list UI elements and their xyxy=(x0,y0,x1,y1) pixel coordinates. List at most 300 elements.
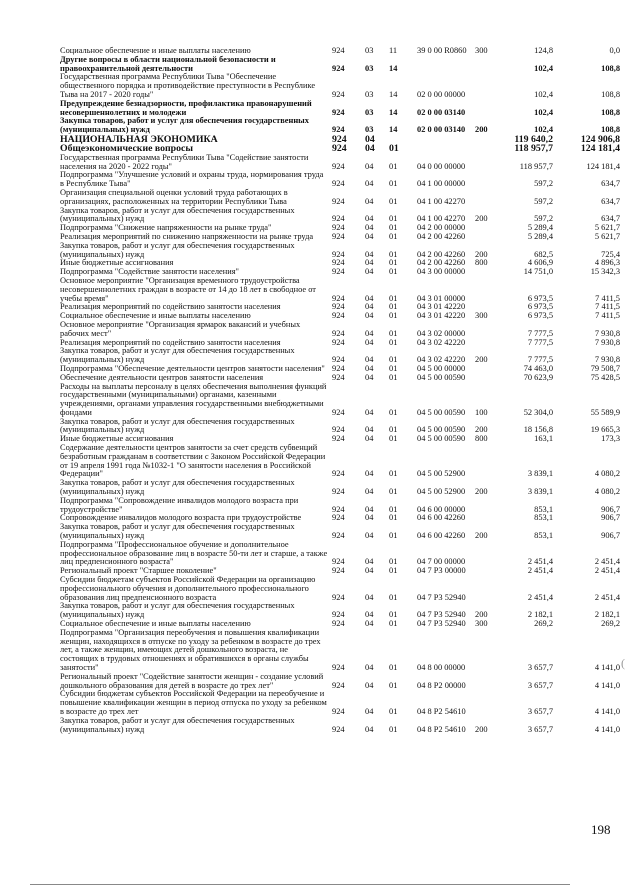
table-row xyxy=(60,418,620,436)
budget-table xyxy=(60,47,620,734)
cell-amount-2: 124 906,8 xyxy=(580,133,620,145)
cell-amount-2: 906,7 xyxy=(601,513,620,523)
cell-amount-1: 3 657,7 xyxy=(527,663,553,672)
cell-grbs: 924 xyxy=(332,513,345,523)
cell-razdel: 04 xyxy=(365,487,374,497)
table-row xyxy=(60,383,620,418)
cell-grbs: 924 xyxy=(332,425,345,435)
cell-cs: 04 2 00 42260 xyxy=(417,231,466,241)
row-name: Закупка товаров, работ и услуг для обеспечения государственных (муниципальных) нужд xyxy=(60,715,295,734)
cell-amount-2: 173,3 xyxy=(601,434,620,444)
table-row xyxy=(60,444,620,479)
cell-amount-1: 7 777,5 xyxy=(527,328,553,338)
cell-amount-2: 108,8 xyxy=(601,63,620,73)
table-row xyxy=(60,717,620,735)
cell-grbs: 924 xyxy=(332,214,345,224)
cell-amount-2: 79 508,7 xyxy=(590,363,620,373)
row-name: Закупка товаров, работ и услуг для обеспечения государственных (муниципальных) нужд xyxy=(60,416,295,435)
cell-podrazdel: 01 xyxy=(389,434,398,444)
row-name: Подпрограмма "Организация переобучения и повышения квалификации женщин, находящихся в отпуске по уходу за ребенком в возрасте до трех лет, а также женщин, имеющих детей дошкольного возраста, не состоящих в трудовых отношениях и обратившихся в органы службы занятости" xyxy=(60,627,321,672)
cell-podrazdel: 01 xyxy=(389,258,398,268)
row-name: Реализация мероприятий по содействию занятости населения xyxy=(60,337,281,347)
cell-cs: 04 3 01 00000 xyxy=(417,293,466,303)
cell-cs: 04 3 01 42220 xyxy=(417,311,466,321)
cell-podrazdel: 01 xyxy=(389,407,398,417)
cell-podrazdel: 14 xyxy=(389,107,398,117)
cell-amount-2: 4 141,0 xyxy=(594,724,620,734)
cell-amount-1: 102,4 xyxy=(534,63,553,73)
cell-razdel: 04 xyxy=(365,258,374,268)
cell-cs: 02 0 00 00000 xyxy=(417,89,466,99)
cell-podrazdel: 14 xyxy=(389,125,398,135)
table-row xyxy=(60,100,620,118)
cell-podrazdel: 01 xyxy=(389,143,399,155)
cell-podrazdel: 01 xyxy=(389,531,398,541)
cell-amount-2: 725,4 xyxy=(601,249,620,259)
cell-grbs: 924 xyxy=(332,434,345,444)
cell-cs: 04 1 00 00000 xyxy=(417,179,466,189)
cell-razdel: 04 xyxy=(365,161,374,171)
cell-grbs: 924 xyxy=(332,293,345,303)
cell-amount-2: 634,7 xyxy=(601,214,620,224)
cell-podrazdel: 01 xyxy=(389,355,398,365)
cell-vr: 300 xyxy=(475,311,488,321)
footer-rule xyxy=(30,884,570,885)
cell-amount-2: 15 342,3 xyxy=(590,267,620,277)
cell-podrazdel: 01 xyxy=(389,372,398,382)
cell-grbs: 924 xyxy=(332,231,345,241)
cell-razdel: 04 xyxy=(365,531,374,541)
table-row xyxy=(60,497,620,515)
cell-amount-1: 124,8 xyxy=(534,46,553,55)
cell-razdel: 04 xyxy=(365,214,374,224)
cell-amount-1: 119 640,2 xyxy=(514,133,553,145)
table-row xyxy=(60,629,620,673)
cell-amount-2: 7 930,8 xyxy=(594,337,620,347)
cell-razdel: 04 xyxy=(365,663,374,672)
row-name: Подпрограмма "Профессиональное обучение и дополнительное профессиональное образование лиц в возрасте 50-ти лет и старше, а также лиц предпенсионного возраста" xyxy=(60,539,328,567)
cell-amount-2: 5 621,7 xyxy=(594,231,620,241)
cell-razdel: 04 xyxy=(365,557,374,567)
row-name: Обеспечение деятельности центров занятости населения xyxy=(60,372,264,382)
cell-cs: 04 6 00 42260 xyxy=(417,531,466,541)
cell-podrazdel: 01 xyxy=(389,249,398,259)
cell-razdel: 04 xyxy=(365,328,374,338)
cell-grbs: 924 xyxy=(332,619,345,629)
cell-vr: 200 xyxy=(475,125,488,135)
cell-cs: 04 0 00 00000 xyxy=(417,161,466,171)
row-name: Подпрограмма "Улучшение условий и охраны труда, нормирования труда в Республике Тыва" xyxy=(60,170,324,189)
cell-razdel: 04 xyxy=(365,619,374,629)
cell-amount-2: 634,7 xyxy=(601,179,620,189)
cell-cs: 04 1 00 42270 xyxy=(417,196,466,206)
cell-grbs: 924 xyxy=(332,592,345,602)
row-name: Региональный проект "Старшее поколение" xyxy=(60,566,217,576)
cell-vr: 200 xyxy=(475,724,488,734)
cell-amount-2: 2 451,4 xyxy=(594,566,620,576)
cell-amount-1: 3 657,7 xyxy=(527,706,553,716)
table-row xyxy=(60,189,620,207)
cell-grbs: 924 xyxy=(332,372,345,382)
cell-grbs: 924 xyxy=(332,680,345,690)
cell-razdel: 03 xyxy=(365,46,374,55)
row-name: Основное мероприятие "Организация ярмарок вакансий и учебных рабочих мест" xyxy=(60,319,301,338)
table-row xyxy=(60,154,620,172)
cell-amount-1: 14 751,0 xyxy=(523,267,553,277)
row-name: Закупка товаров, работ и услуг для обеспечения государственных (муниципальных) нужд xyxy=(60,522,295,541)
cell-cs: 04 8 00 00000 xyxy=(417,663,466,672)
cell-amount-2: 55 589,9 xyxy=(590,407,620,417)
cell-podrazdel: 01 xyxy=(389,311,398,321)
cell-razdel: 04 xyxy=(365,407,374,417)
cell-razdel: 04 xyxy=(365,504,374,514)
cell-vr: 200 xyxy=(475,355,488,365)
cell-cs: 04 5 00 52900 xyxy=(417,487,466,497)
cell-razdel: 04 xyxy=(365,223,374,233)
cell-razdel: 04 xyxy=(365,133,375,145)
cell-grbs: 924 xyxy=(332,267,345,277)
cell-grbs: 924 xyxy=(332,328,345,338)
cell-amount-1: 3 839,1 xyxy=(527,487,553,497)
cell-razdel: 04 xyxy=(365,337,374,347)
cell-grbs: 924 xyxy=(332,161,345,171)
cell-amount-2: 108,8 xyxy=(601,89,620,99)
row-name: Государственная программа Республики Тыва "Обеспечение общественного порядка и противодействие преступности в Республике Тыва на 2017 - 2020 годы" xyxy=(60,72,316,99)
cell-grbs: 924 xyxy=(332,504,345,514)
cell-amount-1: 853,1 xyxy=(534,531,553,541)
cell-amount-2: 7 930,8 xyxy=(594,328,620,338)
row-name: Подпрограмма "Обеспечение деятельности центров занятости населения" xyxy=(60,363,325,373)
cell-amount-1: 2 182,1 xyxy=(527,610,553,620)
cell-amount-2: 269,2 xyxy=(601,619,620,629)
cell-amount-1: 7 777,5 xyxy=(527,355,553,365)
row-name: Субсидии бюджетам субъектов Российской Федерации на переобучение и повышение квалификации женщин в период отпуска по уходу за ребенком в возрасте до трех лет xyxy=(60,689,327,716)
cell-podrazdel: 01 xyxy=(389,196,398,206)
cell-grbs: 924 xyxy=(332,223,345,233)
row-name: Государственная программа Республики Тыва "Содействие занятости населения на 2020 - 2022 годы" xyxy=(60,152,309,171)
cell-amount-1: 853,1 xyxy=(534,513,553,523)
cell-amount-2: 4 141,0 xyxy=(594,663,620,672)
cell-podrazdel: 01 xyxy=(389,223,398,233)
cell-vr: 200 xyxy=(475,214,488,224)
cell-amount-2: 7 411,5 xyxy=(595,311,620,321)
cell-razdel: 04 xyxy=(365,610,374,620)
cell-amount-2: 124 181,4 xyxy=(586,161,620,171)
cell-grbs: 924 xyxy=(332,706,345,716)
cell-amount-1: 597,2 xyxy=(534,196,553,206)
cell-amount-2: 7 411,5 xyxy=(595,302,620,312)
cell-cs: 04 3 02 42220 xyxy=(417,337,466,347)
row-name: Расходы на выплаты персоналу в целях обеспечения выполнения функций государственными (муниципальными) органами, казенными учреждениями, органами управления государственными внебюджетными фондами xyxy=(60,381,327,417)
cell-grbs: 924 xyxy=(332,46,345,55)
cell-razdel: 03 xyxy=(365,89,374,99)
cell-grbs: 924 xyxy=(332,179,345,189)
cell-grbs: 924 xyxy=(332,249,345,259)
table-row xyxy=(60,242,620,260)
cell-podrazdel: 01 xyxy=(389,363,398,373)
cell-cs: 04 3 02 00000 xyxy=(417,328,466,338)
cell-podrazdel: 01 xyxy=(389,557,398,567)
row-name: Иные бюджетные ассигнования xyxy=(60,434,174,444)
cell-amount-1: 597,2 xyxy=(534,214,553,224)
cell-amount-2: 108,8 xyxy=(601,125,620,135)
row-name: Подпрограмма "Снижение напряженности на рынке труда" xyxy=(60,223,272,233)
cell-grbs: 924 xyxy=(332,531,345,541)
cell-grbs: 924 xyxy=(332,302,345,312)
cell-amount-1: 6 973,5 xyxy=(527,302,553,312)
cell-grbs: 924 xyxy=(332,311,345,321)
cell-amount-1: 597,2 xyxy=(534,179,553,189)
cell-grbs: 924 xyxy=(332,724,345,734)
cell-amount-2: 4 080,2 xyxy=(594,487,620,497)
cell-amount-2: 124 181,4 xyxy=(580,143,620,155)
cell-podrazdel: 01 xyxy=(389,469,398,479)
cell-cs: 04 2 00 42260 xyxy=(417,258,466,268)
cell-razdel: 04 xyxy=(365,196,374,206)
cell-amount-2: 2 451,4 xyxy=(594,557,620,567)
cell-grbs: 924 xyxy=(332,663,345,672)
row-name: Содержание деятельности центров занятости за счет средств субвенций безработным гражданам в соответствии с Законом Российской Федерации от 19 апреля 1991 года №1032-1 "О занятости населения в Российской Федерации" xyxy=(60,443,326,479)
cell-vr: 300 xyxy=(475,619,488,629)
cell-amount-2: 906,7 xyxy=(601,531,620,541)
cell-amount-1: 3 839,1 xyxy=(527,469,553,479)
cell-razdel: 04 xyxy=(365,363,374,373)
cell-grbs: 924 xyxy=(332,133,347,145)
cell-grbs: 924 xyxy=(332,566,345,576)
row-name: Социальное обеспечение и иные выплаты населению xyxy=(60,311,251,321)
cell-amount-1: 6 973,5 xyxy=(527,293,553,303)
cell-podrazdel: 01 xyxy=(389,267,398,277)
cell-razdel: 04 xyxy=(365,293,374,303)
cell-cs: 04 5 00 00590 xyxy=(417,407,466,417)
cell-razdel: 04 xyxy=(365,706,374,716)
cell-amount-2: 75 428,5 xyxy=(590,372,620,382)
row-name: Закупка товаров, работ и услуг для обеспечения государственных (муниципальных) нужд xyxy=(60,240,295,259)
cell-amount-1: 2 451,4 xyxy=(527,557,553,567)
cell-razdel: 04 xyxy=(365,267,374,277)
cell-amount-2: 4 896,3 xyxy=(594,258,620,268)
cell-razdel: 04 xyxy=(365,249,374,259)
cell-vr: 200 xyxy=(475,531,488,541)
row-name: Предупреждение безнадзорности, профилактика правонарушений несовершеннолетних и молодежи xyxy=(60,98,312,117)
cell-razdel: 03 xyxy=(365,107,374,117)
cell-podrazdel: 01 xyxy=(389,610,398,620)
table-row xyxy=(60,73,620,99)
cell-vr: 200 xyxy=(475,425,488,435)
row-name: Закупка товаров, работ и услуг для обеспечения государственных (муниципальных) нужд xyxy=(60,346,295,365)
cell-grbs: 924 xyxy=(332,337,345,347)
cell-podrazdel: 01 xyxy=(389,566,398,576)
row-name: Субсидии бюджетам субъектов Российской Федерации на организацию профессионального обучения и дополнительного профессионального образования лиц предпенсионного возраста xyxy=(60,575,316,602)
cell-podrazdel: 01 xyxy=(389,663,398,672)
table-row xyxy=(60,541,620,567)
cell-amount-1: 102,4 xyxy=(534,125,553,135)
cell-razdel: 03 xyxy=(365,63,374,73)
cell-grbs: 924 xyxy=(332,487,345,497)
cell-amount-1: 52 304,0 xyxy=(523,407,553,417)
cell-grbs: 924 xyxy=(332,63,345,73)
cell-cs: 04 6 00 00000 xyxy=(417,504,466,514)
cell-amount-1: 6 973,5 xyxy=(527,311,553,321)
cell-amount-1: 682,5 xyxy=(534,249,553,259)
cell-cs: 04 5 00 52900 xyxy=(417,469,466,479)
table-row xyxy=(60,479,620,497)
cell-podrazdel: 01 xyxy=(389,161,398,171)
row-name: Социальное обеспечение и иные выплаты населению xyxy=(60,619,251,629)
cell-razdel: 04 xyxy=(365,566,374,576)
cell-razdel: 04 xyxy=(365,425,374,435)
cell-podrazdel: 01 xyxy=(389,487,398,497)
cell-amount-1: 5 289,4 xyxy=(527,223,553,233)
row-name: НАЦИОНАЛЬНАЯ ЭКОНОМИКА xyxy=(60,133,218,145)
cell-cs: 04 3 02 42220 xyxy=(417,355,466,365)
table-row xyxy=(60,690,620,716)
cell-cs: 04 7 00 00000 xyxy=(417,557,466,567)
cell-grbs: 924 xyxy=(332,355,345,365)
table-row xyxy=(60,171,620,189)
row-name: Региональный проект "Содействие занятости женщин - создание условий дошкольного образования для детей в возрасте до трех лет" xyxy=(60,671,324,690)
row-name: Общеэкономические вопросы xyxy=(60,143,193,155)
cell-podrazdel: 01 xyxy=(389,425,398,435)
table-row xyxy=(60,277,620,303)
cell-amount-1: 163,1 xyxy=(534,434,553,444)
cell-cs: 04 2 00 00000 xyxy=(417,223,466,233)
row-name: Закупка товаров, работ и услуг для обеспечения государственных (муниципальных) нужд xyxy=(60,116,309,135)
cell-grbs: 924 xyxy=(332,363,345,373)
cell-cs: 02 0 00 03140 xyxy=(417,107,466,117)
cell-cs: 04 8 P2 00000 xyxy=(417,680,466,690)
cell-cs: 02 0 00 03140 xyxy=(417,125,466,135)
cell-razdel: 04 xyxy=(365,355,374,365)
cell-amount-2: 2 451,4 xyxy=(594,592,620,602)
cell-razdel: 04 xyxy=(365,311,374,321)
row-name: Организация специальной оценки условий труда работающих в организациях, расположенных на территории Республики Тыва xyxy=(60,187,288,206)
row-name: Основное мероприятие "Организация временного трудоустройства несовершеннолетних граждан в возрасте от 14 до 18 лет в свободное от учебы время" xyxy=(60,275,316,303)
cell-amount-2: 4 141,0 xyxy=(594,706,620,716)
cell-grbs: 924 xyxy=(332,610,345,620)
margin-mark: ( xyxy=(621,656,625,670)
cell-razdel: 04 xyxy=(365,143,375,155)
cell-amount-1: 3 657,7 xyxy=(527,724,553,734)
cell-amount-1: 7 777,5 xyxy=(527,337,553,347)
cell-grbs: 924 xyxy=(332,107,345,117)
cell-cs: 04 8 P2 54610 xyxy=(417,706,466,716)
cell-cs: 39 0 00 R0860 xyxy=(417,46,467,55)
cell-amount-1: 3 657,7 xyxy=(527,680,553,690)
cell-razdel: 04 xyxy=(365,724,374,734)
cell-amount-2: 7 411,5 xyxy=(595,293,620,303)
cell-podrazdel: 01 xyxy=(389,680,398,690)
row-name: Закупка товаров, работ и услуг для обеспечения государственных (муниципальных) нужд xyxy=(60,205,295,224)
cell-amount-1: 269,2 xyxy=(534,619,553,629)
cell-amount-1: 2 451,4 xyxy=(527,592,553,602)
cell-razdel: 04 xyxy=(365,179,374,189)
cell-amount-1: 118 957,7 xyxy=(519,161,553,171)
cell-amount-2: 4 080,2 xyxy=(594,469,620,479)
cell-podrazdel: 14 xyxy=(389,63,398,73)
cell-podrazdel: 01 xyxy=(389,179,398,189)
cell-amount-2: 2 182,1 xyxy=(594,610,620,620)
cell-vr: 800 xyxy=(475,258,488,268)
cell-grbs: 924 xyxy=(332,143,347,155)
cell-amount-1: 74 463,0 xyxy=(523,363,553,373)
cell-amount-1: 18 156,8 xyxy=(523,425,553,435)
cell-podrazdel: 14 xyxy=(389,89,398,99)
row-name: Другие вопросы в области национальной безопасности и правоохранительной деятельности xyxy=(60,54,276,73)
cell-amount-2: 906,7 xyxy=(601,504,620,514)
page-number: 198 xyxy=(591,822,611,837)
cell-razdel: 04 xyxy=(365,680,374,690)
cell-grbs: 924 xyxy=(332,89,345,99)
cell-amount-1: 102,4 xyxy=(534,107,553,117)
cell-razdel: 04 xyxy=(365,592,374,602)
cell-podrazdel: 01 xyxy=(389,328,398,338)
cell-podrazdel: 01 xyxy=(389,302,398,312)
cell-vr: 300 xyxy=(475,46,488,55)
cell-grbs: 924 xyxy=(332,258,345,268)
cell-podrazdel: 01 xyxy=(389,337,398,347)
cell-podrazdel: 01 xyxy=(389,293,398,303)
cell-razdel: 03 xyxy=(365,125,374,135)
cell-cs: 04 5 00 00590 xyxy=(417,434,466,444)
cell-vr: 200 xyxy=(475,487,488,497)
cell-vr: 200 xyxy=(475,249,488,259)
cell-amount-1: 70 623,9 xyxy=(523,372,553,382)
cell-podrazdel: 01 xyxy=(389,592,398,602)
cell-podrazdel: 01 xyxy=(389,706,398,716)
row-name: Иные бюджетные ассигнования xyxy=(60,258,174,268)
table-row xyxy=(60,347,620,365)
cell-amount-2: 5 621,7 xyxy=(594,223,620,233)
cell-cs: 04 7 P3 00000 xyxy=(417,566,466,576)
cell-razdel: 04 xyxy=(365,372,374,382)
cell-cs: 04 2 00 42260 xyxy=(417,249,466,259)
table-row xyxy=(60,321,620,339)
cell-amount-2: 0,0 xyxy=(609,46,620,55)
table-row xyxy=(60,207,620,225)
cell-razdel: 04 xyxy=(365,434,374,444)
row-name: Социальное обеспечение и иные выплаты населению xyxy=(60,46,251,55)
cell-razdel: 04 xyxy=(365,513,374,523)
cell-cs: 04 3 01 42220 xyxy=(417,302,466,312)
cell-cs: 04 8 P2 54610 xyxy=(417,724,466,734)
cell-grbs: 924 xyxy=(332,407,345,417)
cell-grbs: 924 xyxy=(332,557,345,567)
cell-podrazdel: 01 xyxy=(389,724,398,734)
cell-amount-1: 102,4 xyxy=(534,89,553,99)
table-row xyxy=(60,576,620,602)
cell-vr: 200 xyxy=(475,610,488,620)
row-name: Реализация мероприятий по снижению напряженности на рынке труда xyxy=(60,231,314,241)
cell-cs: 04 7 P3 52940 xyxy=(417,610,466,620)
cell-podrazdel: 01 xyxy=(389,513,398,523)
row-name: Закупка товаров, работ и услуг для обеспечения государственных (муниципальных) нужд xyxy=(60,601,295,620)
row-name: Закупка товаров, работ и услуг для обеспечения государственных (муниципальных) нужд xyxy=(60,478,295,497)
cell-amount-2: 4 141,0 xyxy=(594,680,620,690)
cell-amount-1: 118 957,7 xyxy=(514,143,553,155)
cell-cs: 04 6 00 42260 xyxy=(417,513,466,523)
cell-cs: 04 7 P3 52940 xyxy=(417,592,466,602)
table-row xyxy=(60,602,620,620)
cell-cs: 04 7 P3 52940 xyxy=(417,619,466,629)
cell-vr: 100 xyxy=(475,407,488,417)
cell-razdel: 04 xyxy=(365,469,374,479)
cell-cs: 04 3 00 00000 xyxy=(417,267,466,277)
cell-amount-1: 853,1 xyxy=(534,504,553,514)
cell-podrazdel: 01 xyxy=(389,214,398,224)
cell-amount-2: 7 930,8 xyxy=(594,355,620,365)
cell-amount-1: 2 451,4 xyxy=(527,566,553,576)
